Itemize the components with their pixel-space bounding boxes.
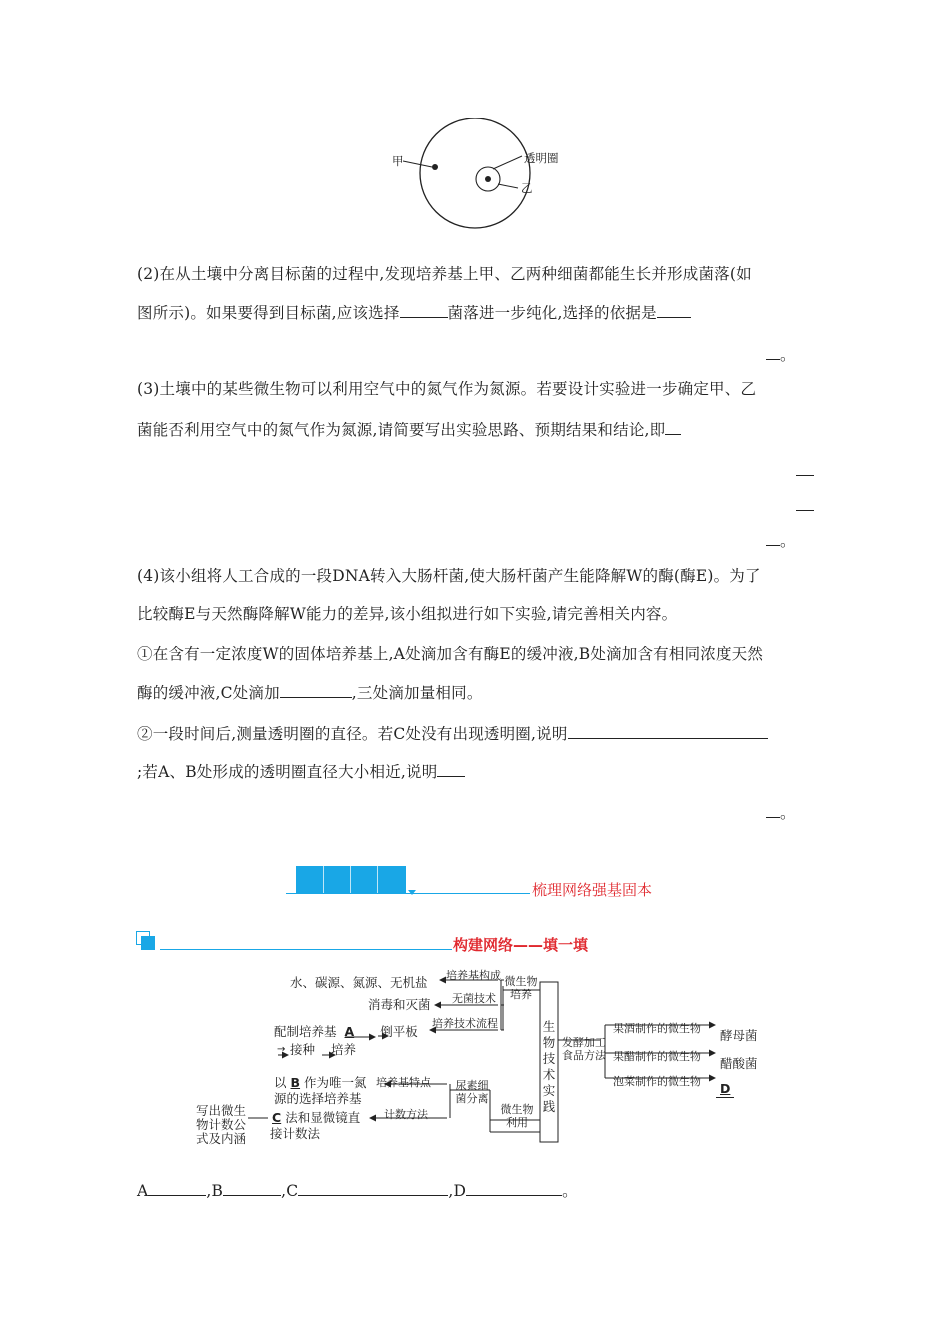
- q2-blank-1[interactable]: [400, 303, 448, 318]
- subtitle-rule: [160, 949, 452, 950]
- answer-line: A ,B ,C ,D 。: [137, 1182, 578, 1200]
- diagram-micro-culture: 微生物培养: [504, 975, 538, 1001]
- diagram-ferm-vinegar: 果醋制作的微生物: [613, 1050, 701, 1063]
- diagram-ferm-pickle: 泡菜制作的微生物: [613, 1075, 701, 1088]
- q3-blank-line-2[interactable]: [796, 475, 814, 476]
- subtitle-square-icon: [141, 936, 155, 950]
- diagram-ferm-vinegar-value: 醋酸菌: [720, 1056, 758, 1071]
- diagram-count-value-2: 接计数法: [270, 1126, 321, 1141]
- answer-blank-c[interactable]: [298, 1181, 448, 1196]
- diagram-urea-feature-value: 以 B 作为唯一氮: [274, 1075, 367, 1090]
- diagram-flow: 培养技术流程: [432, 1017, 498, 1030]
- q4-step1-line2: 酶的缓冲液,C处滴加 ,三处滴加量相同。: [137, 684, 483, 702]
- diagram-count: 计数方法: [384, 1108, 428, 1121]
- banner-pointer-icon: [408, 890, 416, 895]
- section-banner-block: [296, 866, 406, 893]
- petri-dish-figure: [380, 118, 570, 234]
- colony-jia: [432, 164, 438, 170]
- q4-step2-line1: ②一段时间后,测量透明圈的直径。若C处没有出现透明圈,说明: [137, 724, 768, 744]
- diagram-urea-feature-value-2: 源的选择培养基: [274, 1091, 362, 1106]
- diagram-blank-b: B: [290, 1075, 301, 1090]
- diagram-ferm-wine-value: 酵母菌: [720, 1028, 758, 1043]
- diagram-count-value: C 法和显微镜直: [272, 1110, 361, 1125]
- q4-blank-3-cont[interactable]: [766, 803, 780, 818]
- q3-end: 。: [766, 531, 796, 551]
- q3-blank-line-3[interactable]: [796, 510, 814, 511]
- label-halo: 透明圈: [524, 151, 559, 165]
- colony-yi: [485, 176, 491, 182]
- diagram-ferm-pickle-value: [720, 1081, 730, 1096]
- diagram-urea-feature: 培养基特点: [376, 1076, 431, 1089]
- diagram-sterile-value: 消毒和灭菌: [368, 997, 431, 1012]
- q3-line1: (3)土壤中的某些微生物可以利用空气中的氮气作为氮源。若要设计实验进一步确定甲、乙: [137, 380, 757, 398]
- diagram-fermentation: 发酵加工食品方法: [562, 1036, 606, 1062]
- diagram-blank-c: C: [272, 1110, 282, 1125]
- q2-line2: 图所示)。如果要得到目标菌,应该选择 菌落进一步纯化,选择的依据是: [137, 303, 691, 323]
- q4-step2-line2: ;若A、B处形成的透明圈直径大小相近,说明: [137, 762, 465, 782]
- q4-blank-2[interactable]: [568, 724, 768, 739]
- q3-blank-line-4[interactable]: [766, 531, 780, 546]
- pointer-jia: [403, 161, 432, 167]
- diagram-ferm-wine: 果酒制作的微生物: [613, 1022, 701, 1035]
- answer-blank-b[interactable]: [223, 1181, 281, 1196]
- label-jia: 甲: [392, 154, 404, 168]
- q2-blank-2-cont[interactable]: [766, 345, 780, 360]
- diagram-blank-d: D: [720, 1081, 731, 1096]
- label-yi: 乙: [521, 181, 533, 195]
- q4-line1: (4)该小组将人工合成的一段DNA转入大肠杆菌,使大肠杆菌产生能降解W的酶(酶E)。为了: [137, 567, 761, 585]
- answer-blank-a[interactable]: [148, 1181, 206, 1196]
- q4-blank-3[interactable]: [437, 762, 465, 777]
- diagram-center: 生物技术实践: [542, 1019, 556, 1114]
- pointer-halo: [493, 156, 522, 169]
- petri-dish-outline: [420, 118, 530, 228]
- q2-end: 。: [766, 345, 796, 365]
- diagram-blank-d-line: [716, 1097, 734, 1098]
- diagram-flow-row1: 配制培养基 A 倒平板: [274, 1024, 418, 1039]
- q2-blank-2[interactable]: [657, 303, 691, 318]
- q4-step1-line1: ①在含有一定浓度W的固体培养基上,A处滴加含有酶E的缓冲液,B处滴加含有相同浓度天然: [137, 645, 764, 663]
- diagram-culture-medium: 培养基构成: [446, 969, 501, 982]
- q4-line2: 比较酶E与天然酶降解W能力的差异,该小组拟进行如下实验,请完善相关内容。: [137, 605, 678, 623]
- diagram-write-count: 写出微生物计数公式及内涵: [196, 1103, 247, 1146]
- q3-line2: 菌能否利用空气中的氮气作为氮源,请简要写出实验思路、预期结果和结论,即: [137, 420, 681, 440]
- diagram-culture-medium-value: 水、碳源、氮源、无机盐: [290, 975, 428, 990]
- q4-end: 。: [766, 803, 796, 823]
- section-sub-title: 构建网络——填一填: [453, 936, 589, 954]
- diagram-blank-a: A: [344, 1024, 355, 1039]
- q3-blank[interactable]: [665, 420, 681, 435]
- section-banner-title: 梳理网络强基固本: [532, 881, 653, 899]
- flow-arrow-icon: →: [277, 1044, 286, 1055]
- diagram-urea: 尿素细菌分离: [455, 1079, 489, 1105]
- diagram-sterile: 无菌技术: [452, 992, 496, 1005]
- q4-blank-c[interactable]: [280, 683, 352, 698]
- answer-blank-d[interactable]: [466, 1181, 562, 1196]
- diagram-flow-row2: 接种 培养: [290, 1042, 357, 1057]
- diagram-micro-use: 微生物利用: [500, 1103, 534, 1129]
- q2-line1: (2)在从土壤中分离目标菌的过程中,发现培养基上甲、乙两种细菌都能生长并形成菌落(如: [137, 265, 752, 283]
- pointer-yi: [498, 184, 518, 188]
